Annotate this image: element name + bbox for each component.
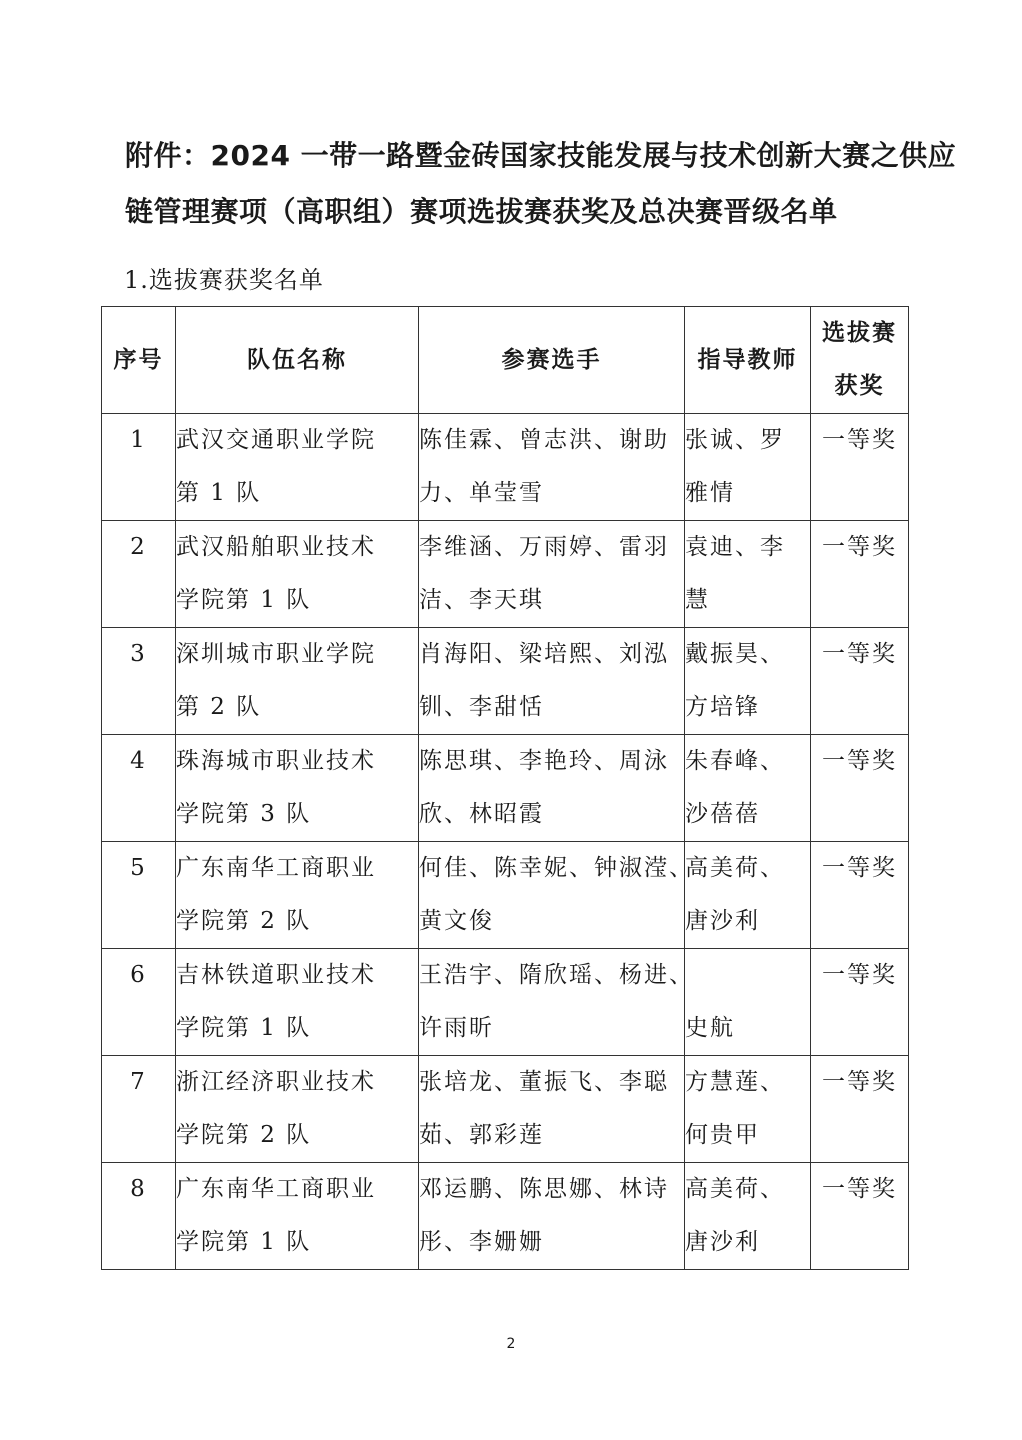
cell-teacher [685,949,811,1056]
players-line-2: 力、单莹雪 [419,480,544,506]
cell-team [176,414,419,521]
table-row [102,628,909,735]
teacher-line-2: 沙蓓蓓 [685,801,760,827]
teacher-line-1: 袁迪、李 [685,534,785,560]
cell-players [419,735,685,842]
team-line-1: 深圳城市职业学院 [176,641,376,667]
seq-number: 2 [130,534,147,560]
award-text: 一等奖 [822,962,897,988]
cell-award [811,735,909,842]
header-seq: 序号 [102,307,176,414]
cell-award [811,1056,909,1163]
players-line-1: 陈思琪、李艳玲、周泳 [419,748,669,774]
table-row [102,1163,909,1270]
cell-award [811,628,909,735]
header-award-line-2: 获奖 [834,373,885,399]
header-award [811,307,909,414]
players-line-1: 陈佳霖、曾志洪、谢助 [419,427,669,453]
table-header-row [102,307,909,414]
cell-team [176,1056,419,1163]
teacher-line-2: 唐沙利 [685,1229,760,1255]
cell-seq [102,521,176,628]
cell-award [811,521,909,628]
players-line-2: 许雨昕 [419,1015,494,1041]
cell-team [176,949,419,1056]
players-line-2: 欣、林昭霞 [419,801,544,827]
players-line-1: 张培龙、董振飞、李聪 [419,1069,669,1095]
award-text: 一等奖 [822,748,897,774]
players-line-1: 王浩宇、隋欣瑶、杨进、 [419,962,694,988]
players-line-1: 李维涵、万雨婷、雷羽 [419,534,669,560]
team-line-2: 学院第 1 队 [176,587,312,613]
teacher-line-1: 高美荷、 [685,855,785,881]
cell-award [811,414,909,521]
cell-players [419,949,694,1056]
table-row [102,521,909,628]
teacher-line-2: 雅情 [685,480,735,506]
award-text: 一等奖 [822,855,897,881]
cell-team [176,842,419,949]
team-line-2: 学院第 2 队 [176,1122,312,1148]
page-title [125,128,957,240]
awards-table [101,306,909,1270]
team-line-2: 学院第 3 队 [176,801,312,827]
cell-players [419,1056,685,1163]
page-number: 2 [506,1336,516,1352]
team-line-2: 第 2 队 [176,694,262,720]
cell-teacher [685,414,811,521]
cell-seq [102,1163,176,1270]
seq-number: 6 [130,962,147,988]
cell-seq [102,628,176,735]
cell-players [419,1163,685,1270]
players-line-2: 黄文俊 [419,908,494,934]
cell-teacher [685,1056,811,1163]
table-row [102,1056,909,1163]
header-award-line-1: 选拔赛 [822,320,897,346]
players-line-2: 洁、李天琪 [419,587,544,613]
cell-teacher [685,628,811,735]
teacher-line-2: 唐沙利 [685,908,760,934]
team-line-1: 武汉交通职业学院 [176,427,376,453]
cell-award [811,949,909,1056]
cell-seq [102,842,176,949]
cell-teacher [685,521,811,628]
seq-number: 4 [130,748,147,774]
team-line-1: 广东南华工商职业 [176,1176,376,1202]
award-text: 一等奖 [822,1176,897,1202]
seq-number: 8 [130,1176,147,1202]
table-row [102,842,909,949]
cell-team [176,521,419,628]
seq-number: 5 [130,855,147,881]
teacher-line-1: 朱春峰、 [685,748,785,774]
header-team: 队伍名称 [176,307,419,414]
cell-seq [102,735,176,842]
players-line-1: 何佳、陈幸妮、钟淑滢、 [419,855,694,881]
award-text: 一等奖 [822,534,897,560]
cell-seq [102,1056,176,1163]
cell-teacher [685,842,811,949]
team-line-2: 学院第 1 队 [176,1015,312,1041]
teacher-line-1: 张诚、罗 [685,427,785,453]
header-teacher: 指导教师 [685,307,811,414]
cell-team [176,628,419,735]
cell-team [176,1163,419,1270]
teacher-line-2: 史航 [685,1015,735,1041]
table-row [102,735,909,842]
cell-seq [102,414,176,521]
teacher-line-1: 高美荷、 [685,1176,785,1202]
players-line-1: 邓运鹏、陈思娜、林诗 [419,1176,669,1202]
seq-number: 7 [130,1069,147,1095]
cell-players [419,628,685,735]
cell-teacher [685,735,811,842]
teacher-line-1 [685,949,810,1002]
teacher-line-1: 方慧莲、 [685,1069,785,1095]
team-line-1: 珠海城市职业技术 [176,748,376,774]
teacher-line-1: 戴振昊、 [685,641,785,667]
teacher-line-2: 慧 [685,587,710,613]
team-line-1: 吉林铁道职业技术 [176,962,376,988]
team-line-2: 第 1 队 [176,480,262,506]
seq-number: 3 [130,641,147,667]
players-line-1: 肖海阳、梁培熙、刘泓 [419,641,669,667]
table-row [102,414,909,521]
cell-teacher [685,1163,811,1270]
team-line-2: 学院第 2 队 [176,908,312,934]
cell-players [419,842,694,949]
award-text: 一等奖 [822,641,897,667]
table-row [102,949,909,1056]
players-line-2: 茹、郭彩莲 [419,1122,544,1148]
seq-number: 1 [130,427,147,453]
teacher-line-2: 何贵甲 [685,1122,760,1148]
cell-players [419,521,685,628]
team-line-1: 武汉船舶职业技术 [176,534,376,560]
section-label: 1.选拔赛获奖名单 [124,266,324,294]
players-line-2: 钏、李甜恬 [419,694,544,720]
cell-players [419,414,685,521]
cell-seq [102,949,176,1056]
cell-award [811,1163,909,1270]
header-players: 参赛选手 [419,307,685,414]
award-text: 一等奖 [822,427,897,453]
players-line-2: 彤、李姗姗 [419,1229,544,1255]
title-line-1: 附件：2024 一带一路暨金砖国家技能发展与技术创新大赛之供应 [125,139,957,172]
team-line-2: 学院第 1 队 [176,1229,312,1255]
team-line-1: 广东南华工商职业 [176,855,376,881]
teacher-line-2: 方培锋 [685,694,760,720]
cell-award [811,842,909,949]
cell-team [176,735,419,842]
team-line-1: 浙江经济职业技术 [176,1069,376,1095]
award-text: 一等奖 [822,1069,897,1095]
title-line-2: 链管理赛项（高职组）赛项选拔赛获奖及总决赛晋级名单 [125,195,838,228]
